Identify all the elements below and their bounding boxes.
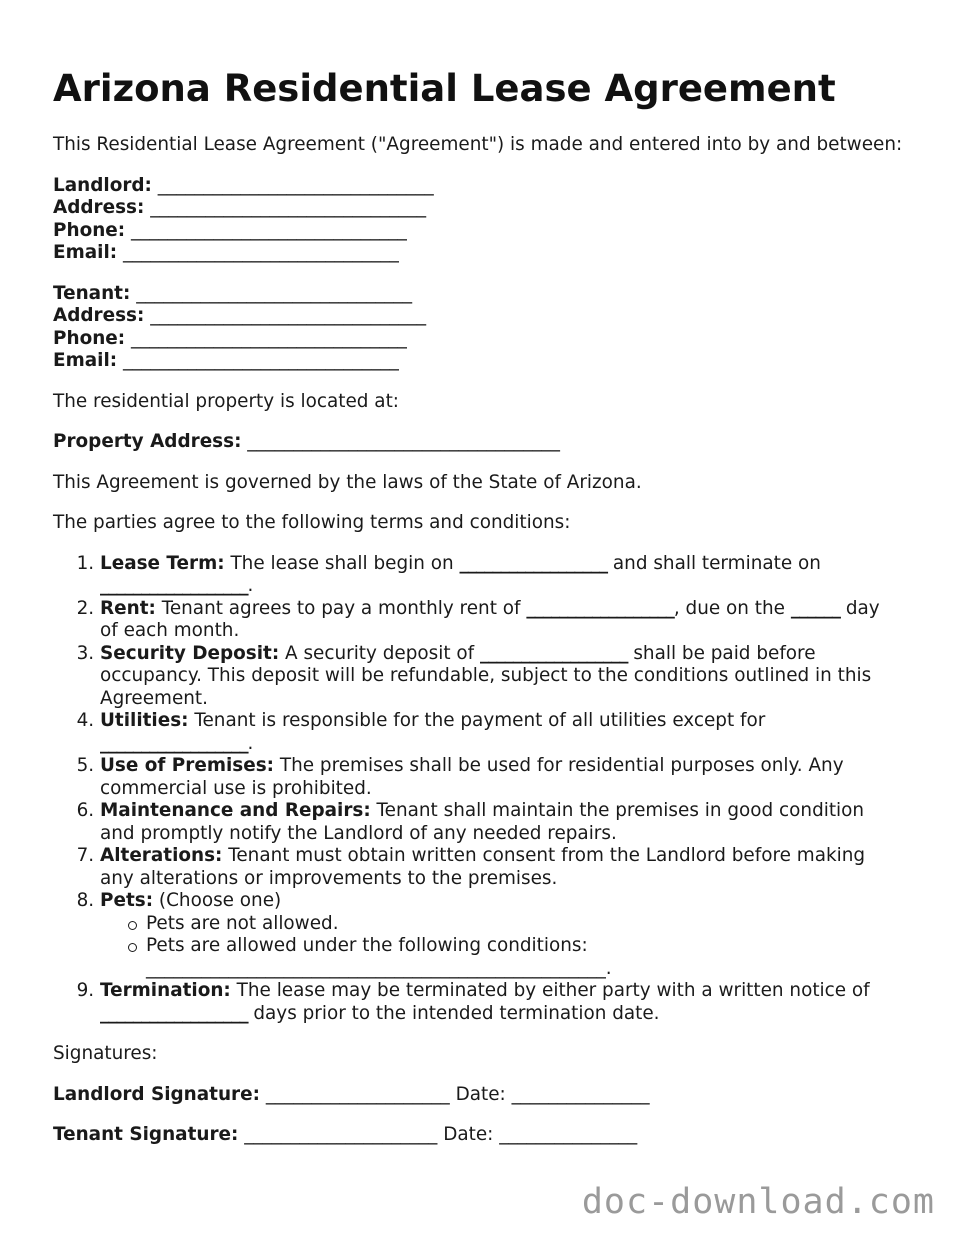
pets-options <box>100 913 903 981</box>
field-blank[interactable]: __________________ <box>526 597 674 619</box>
term-title: Lease Term: <box>100 552 225 574</box>
term-text: and shall terminate on <box>607 552 821 574</box>
field-blank[interactable]: __________________________________ <box>247 431 560 452</box>
field-blank[interactable]: ______________________________ <box>136 282 413 304</box>
field-label: Phone: <box>53 219 126 241</box>
governing-law: This Agreement is governed by the laws of the State of Arizona. <box>53 471 642 493</box>
field-blank[interactable]: ______________________________ <box>122 242 399 263</box>
field-blank[interactable]: ______________________________ <box>131 327 407 349</box>
term-title: Security Deposit: <box>100 642 280 664</box>
property-address-row <box>53 431 903 454</box>
field-blank[interactable]: ______ <box>790 597 840 619</box>
date-blank[interactable]: _______________ <box>511 1083 650 1105</box>
property-intro: The residential property is located at: <box>53 390 399 412</box>
term-security-deposit <box>100 643 903 711</box>
tenant-address-row <box>53 305 903 328</box>
option-text: Pets are allowed under the following conditions: <box>146 935 588 956</box>
term-text: Tenant agrees to pay a monthly rent of <box>155 597 527 619</box>
term-utilities <box>100 710 903 755</box>
term-text: day of each month. <box>100 597 880 641</box>
field-blank[interactable]: ______________________________ <box>150 197 427 218</box>
term-title: Termination: <box>100 980 231 1001</box>
field-label: Tenant: <box>53 282 131 304</box>
term-title: Pets: <box>100 890 154 911</box>
signatures-heading: Signatures: <box>53 1043 158 1064</box>
signature-label: Tenant Signature: <box>53 1124 239 1145</box>
term-rent <box>100 598 903 643</box>
landlord-email-row <box>53 242 903 265</box>
term-alterations <box>100 845 903 890</box>
landlord-block <box>53 175 903 265</box>
circle-bullet-icon <box>128 921 137 930</box>
landlord-phone-row <box>53 220 903 243</box>
term-use-of-premises <box>100 755 903 800</box>
field-blank[interactable]: __________________ <box>459 552 608 574</box>
term-text: shall be paid before occupancy. This deposit will be refundable, subject to the conditions outlined in this Agreement. <box>100 642 872 709</box>
signature-blank[interactable]: _____________________ <box>244 1124 438 1145</box>
term-title: Utilities: <box>100 710 189 731</box>
field-blank[interactable]: __________________________________________________ <box>146 957 606 979</box>
field-blank[interactable]: __________________ <box>479 642 628 664</box>
term-text: The lease may be terminated by either party with a written notice of <box>230 980 870 1001</box>
landlord-signature-row <box>53 1084 903 1107</box>
date-label: Date: <box>455 1083 506 1105</box>
field-blank[interactable]: ______________________________ <box>131 219 407 241</box>
landlord-address-row <box>53 197 903 220</box>
term-text: Tenant shall maintain the premises in good condition and promptly notify the Landlord of any needed repairs. <box>100 800 865 844</box>
watermark: doc-download.com <box>581 1182 935 1222</box>
term-text: A security deposit of <box>279 642 480 664</box>
term-text: The premises shall be used for residential purposes only. Any commercial use is prohibited. <box>100 755 844 799</box>
field-label: Phone: <box>53 327 126 349</box>
term-text: . <box>247 575 254 596</box>
field-label: Address: <box>53 305 145 326</box>
field-label: Address: <box>53 197 145 218</box>
term-text: (Choose one) <box>153 890 282 911</box>
intro-paragraph: This Residential Lease Agreement ("Agreement") is made and entered into by and between: <box>53 134 903 155</box>
document-title: Arizona Residential Lease Agreement <box>53 67 836 110</box>
term-text: . <box>247 732 254 754</box>
term-text: Tenant must obtain written consent from the Landlord before making any alterations or improvements to the premises. <box>100 845 866 889</box>
terms-list <box>53 553 903 1026</box>
term-title: Use of Premises: <box>100 755 275 776</box>
field-blank[interactable]: ______________________________ <box>150 305 427 326</box>
tenant-email-row <box>53 350 903 373</box>
circle-bullet-icon <box>128 943 137 952</box>
field-label: Email: <box>53 242 118 263</box>
term-text: The lease shall begin on <box>224 552 460 574</box>
option-text: Pets are not allowed. <box>146 912 339 934</box>
term-pets <box>100 890 903 980</box>
term-termination <box>100 980 903 1025</box>
tenant-name-row <box>53 283 903 306</box>
term-title: Alterations: <box>100 845 223 866</box>
option-text: . <box>605 957 612 979</box>
field-blank[interactable]: __________________ <box>100 575 248 596</box>
pets-option-not-allowed[interactable] <box>128 913 903 936</box>
landlord-name-row <box>53 175 903 198</box>
terms-intro: The parties agree to the following terms and conditions: <box>53 512 571 533</box>
term-text: , due on the <box>673 597 791 619</box>
signature-label: Landlord Signature: <box>53 1083 260 1105</box>
field-blank[interactable]: __________________ <box>100 732 248 754</box>
tenant-signature-row <box>53 1124 903 1147</box>
term-title: Rent: <box>100 597 156 619</box>
pets-option-allowed[interactable] <box>128 935 903 980</box>
term-lease-term <box>100 553 903 598</box>
term-text: Tenant is responsible for the payment of all utilities except for <box>188 710 766 731</box>
signature-blank[interactable]: ____________________ <box>265 1083 450 1105</box>
field-blank[interactable]: __________________ <box>100 1002 248 1024</box>
term-text: days prior to the intended termination date. <box>247 1002 660 1024</box>
term-title: Maintenance and Repairs: <box>100 800 371 821</box>
date-blank[interactable]: _______________ <box>499 1124 638 1145</box>
tenant-phone-row <box>53 328 903 351</box>
lease-document <box>53 64 903 1147</box>
field-blank[interactable]: ______________________________ <box>157 174 434 196</box>
field-blank[interactable]: ______________________________ <box>122 350 399 371</box>
field-label: Property Address: <box>53 431 242 452</box>
date-label: Date: <box>443 1124 494 1145</box>
field-label: Email: <box>53 350 118 371</box>
tenant-block <box>53 283 903 373</box>
term-maintenance <box>100 800 903 845</box>
field-label: Landlord: <box>53 174 152 196</box>
